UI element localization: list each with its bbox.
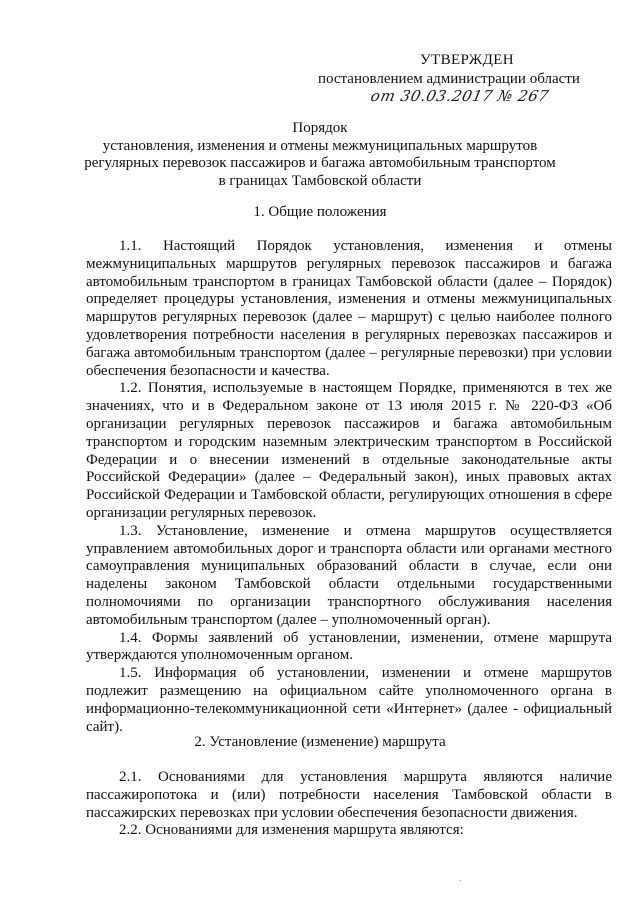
section-2-body	[86, 769, 612, 840]
paragraph-1-1: 1.1. Настоящий Порядок установления, изменения и отмены межмуниципальных маршрутов регулярных перевозок пассажиров и багажа автомобильным транспортом в границах Тамбовской области (далее – Порядок) определяет процедуры установления, изменения и отмены межмуниципальных маршрутов регулярных перевозок (далее – маршрут) с целью наиболее полного удовлетворения потребности населения в регулярных перевозках пассажиров и багажа автомобильным транспортом (далее – регулярные перевозки) при условии обеспечения безопасности и качества.	[86, 238, 612, 379]
paragraph-2-2: 2.2. Основаниями для изменения маршрута являются:	[119, 822, 464, 839]
section-1-heading: 1. Общие положения	[253, 204, 387, 220]
paragraph-1-2: 1.2. Понятия, используемые в настоящем Порядке, применяются в тех же значениях, что и в Федеральном законе от 13 июля 2015 г. № 220-ФЗ «Об организации регулярных перевозок пассажиров и багажа автомобильным транспортом и городским наземным электрическим транспортом в Российской Федерации и о внесении изменений в отдельные законодательные акты Российской Федерации» (далее – Федеральный закон), иных правовых актах Российской Федерации и Тамбовской области, регулирующих отношения в сфере организации регулярных перевозок.	[86, 380, 612, 521]
title-line-1: Порядок	[292, 120, 348, 136]
section-1-body	[86, 238, 612, 736]
approval-resolution: постановлением администрации области	[318, 71, 580, 87]
title-line-2: установления, изменения и отмены межмуниципальных маршрутов	[102, 137, 538, 154]
paragraph-1-4: 1.4. Формы заявлений об установлении, изменении, отмене маршрута утверждаются уполномоченным органом.	[86, 629, 612, 664]
approval-heading: УТВЕРЖДЕН	[420, 52, 515, 68]
handwritten-date-number: от 30.03.2017 № 267	[369, 87, 551, 105]
paragraph-1-3: 1.3. Установление, изменение и отмена маршрутов осуществляется управлением автомобильных дорог и транспорта области или органами местного самоуправления муниципальных образований области в случае, если они наделены законом Тамбовской области отдельными государственными полномочиями по организации транспортного обслуживания населения автомобильным транспортом (далее – уполномоченный орган).	[86, 522, 612, 628]
title-line-3: регулярных перевозок пассажиров и багажа автомобильным транспортом	[84, 155, 556, 172]
scan-speck	[460, 880, 461, 881]
paragraph-2-1: 2.1. Основаниями для установления маршрута являются наличие пассажиропотока и (или) потребности населения Тамбовской области в пассажирских перевозках при условии обеспечения безопасности движения.	[86, 769, 612, 821]
section-2-heading: 2. Установление (изменение) маршрута	[194, 734, 446, 750]
paragraph-1-5: 1.5. Информация об установлении, изменении и отмене маршрутов подлежит размещению на официальном сайте уполномоченного органа в информационно-телекоммуникационной сети «Интернет» (далее - официальный сайт).	[86, 665, 612, 735]
document-title	[0, 120, 640, 190]
title-line-4: в границах Тамбовской области	[218, 172, 422, 189]
